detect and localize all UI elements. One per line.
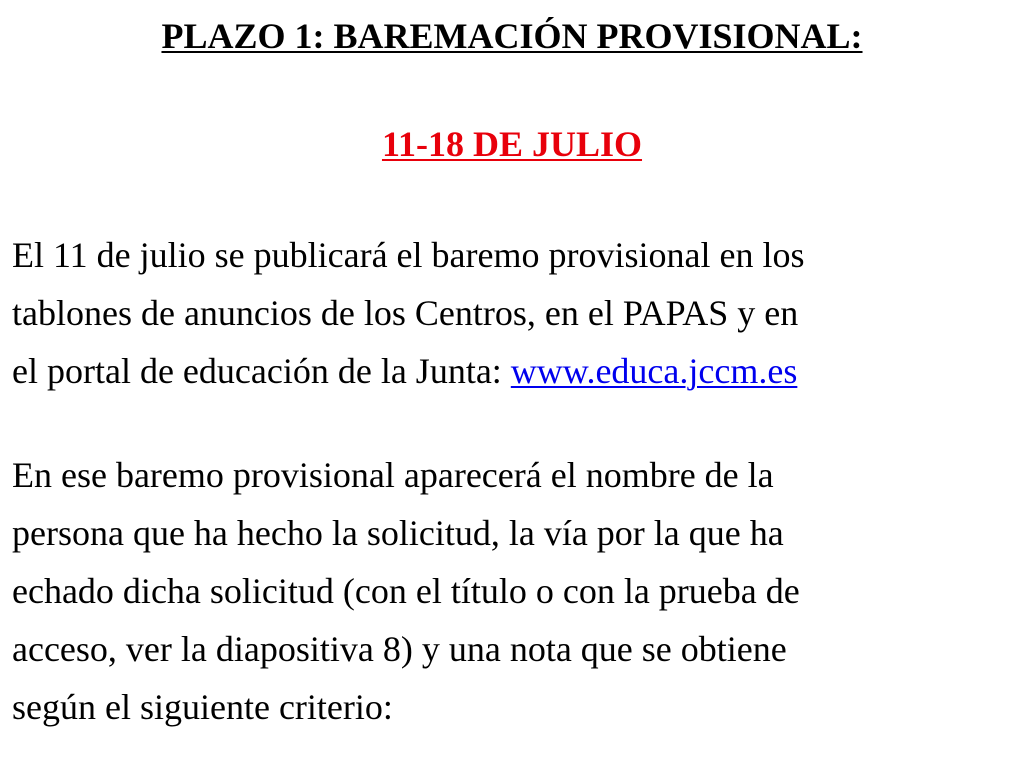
paragraph-line-prefix: el portal de educación de la Junta: <box>12 351 511 391</box>
paragraph-line: tablones de anuncios de los Centros, en el PAPAS y en <box>12 293 799 333</box>
educa-portal-link[interactable]: www.educa.jccm.es <box>510 351 798 391</box>
paragraph-line: persona que ha hecho la solicitud, la vía por la que ha <box>12 513 784 553</box>
paragraph-line: acceso, ver la diapositiva 8) y una nota que se obtiene <box>12 629 787 669</box>
date-heading: 11-18 DE JULIO <box>381 124 643 164</box>
paragraph-line: según el siguiente criterio: <box>12 687 393 727</box>
paragraph-line: En ese baremo provisional aparecerá el nombre de la <box>12 455 774 495</box>
paragraph-line: echado dicha solicitud (con el título o con la prueba de <box>12 571 800 611</box>
paragraph-description <box>12 446 1016 736</box>
paragraph-publication <box>12 226 1016 400</box>
slide-title: PLAZO 1: BAREMACIÓN PROVISIONAL: <box>161 16 863 56</box>
paragraph-line: El 11 de julio se publicará el baremo provisional en los <box>12 235 805 275</box>
paragraph-line <box>12 351 797 391</box>
